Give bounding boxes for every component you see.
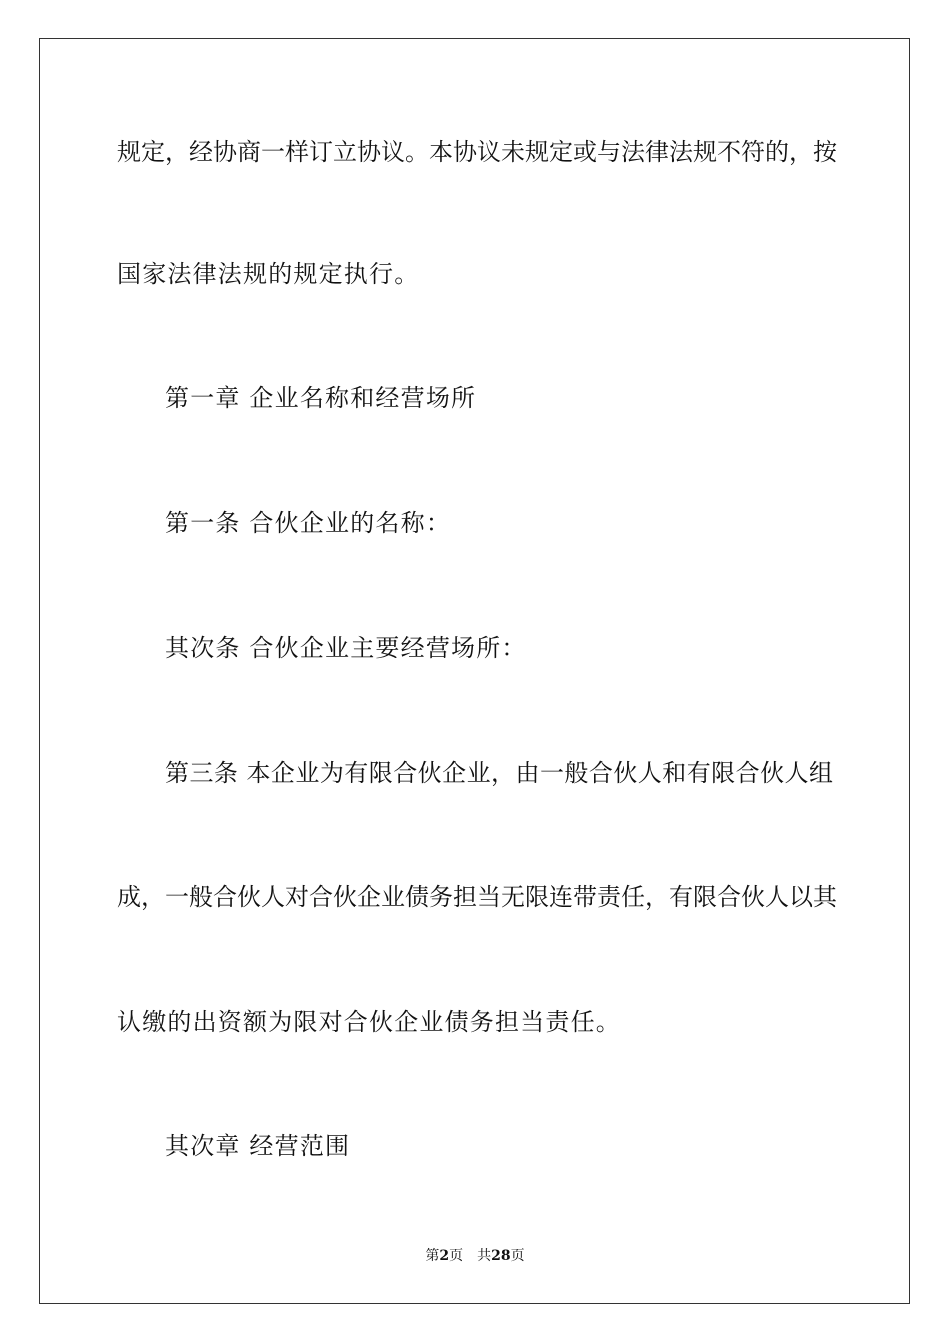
article-line: 第三条 本企业为有限合伙企业，由一般合伙人和有限合伙人组 [165, 759, 833, 787]
chapter-heading: 第一章 企业名称和经营场所 [165, 384, 477, 412]
total-prefix: 共 [477, 1248, 492, 1264]
text-line: 规定，经协商一样订立协议。本协议未规定或与法律法规不符的，按 [117, 138, 837, 166]
page-suffix: 页 [449, 1248, 464, 1264]
text-line: 认缴的出资额为限对合伙企业债务担当责任。 [117, 1008, 621, 1036]
text-line: 国家法律法规的规定执行。 [117, 260, 420, 288]
article-line: 其次条 合伙企业主要经营场所： [165, 634, 527, 662]
page-prefix: 第 [425, 1248, 440, 1264]
text-line: 成，一般合伙人对合伙企业债务担当无限连带责任，有限合伙人以其 [117, 883, 837, 911]
page-number-footer [0, 1247, 950, 1265]
article-line: 第一条 合伙企业的名称： [165, 509, 452, 537]
current-page-number: 2 [439, 1248, 450, 1264]
chapter-heading: 其次章 经营范围 [165, 1132, 351, 1160]
page-frame [39, 38, 910, 1304]
total-suffix: 页 [510, 1248, 525, 1264]
total-page-count: 28 [491, 1248, 511, 1264]
